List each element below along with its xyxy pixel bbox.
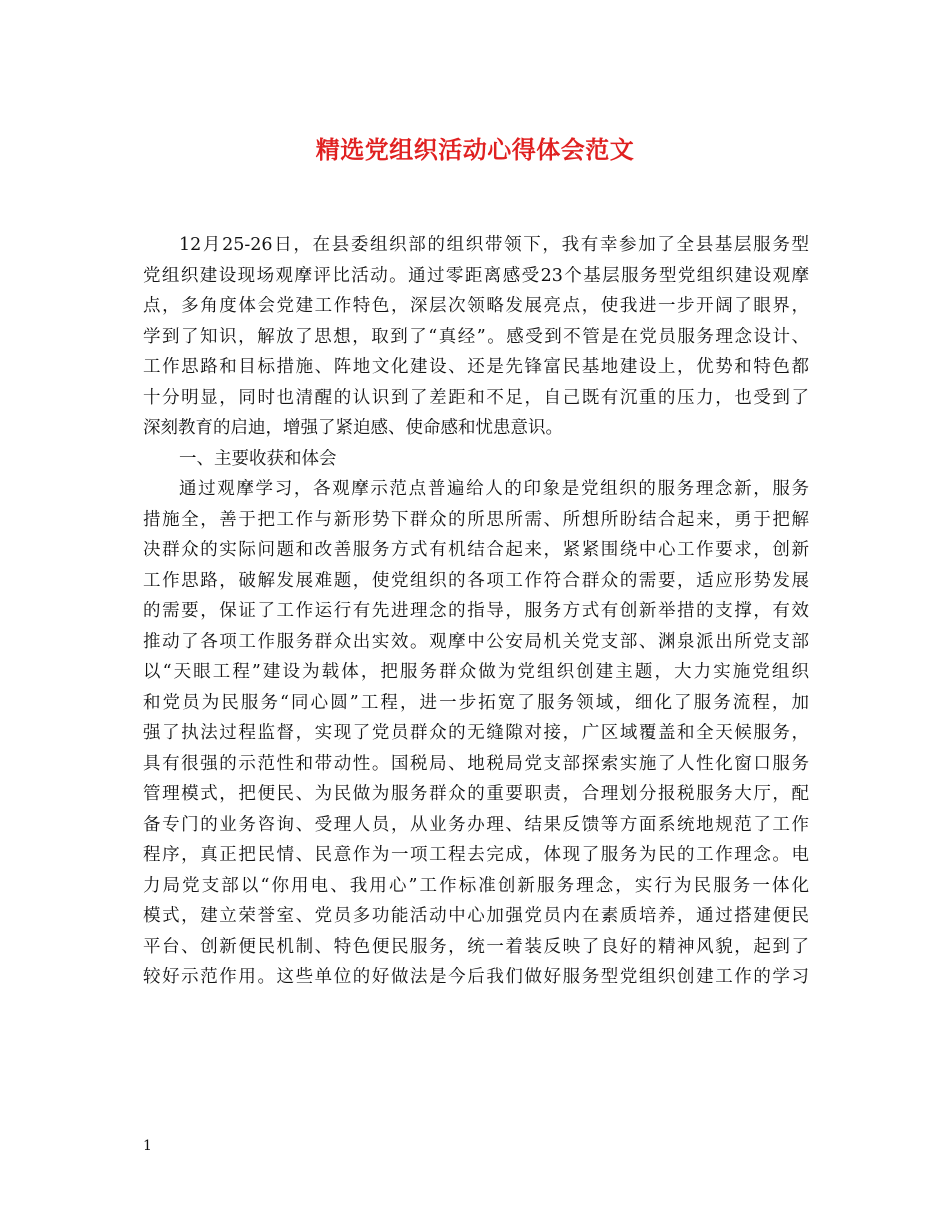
text-line: 决群众的实际问题和改善服务方式有机结合起来，紧紧围绕中心工作要求，创新: [143, 540, 809, 560]
text-line: 推动了各项工作服务群众出实效。观摩中公安局机关党支部、渊泉派出所党支部: [143, 631, 809, 652]
text-line: 管理模式，把便民、为民做为服务群众的重要职责，合理划分报税服务大厅，配: [143, 784, 809, 804]
text-line: 程序，真正把民情、民意作为一项工程去完成，体现了服务为民的工作理念。电: [143, 845, 809, 865]
document-body: [143, 230, 809, 993]
text-line: 工作思路，破解发展难题，使党组织的各项工作符合群众的需要，适应形势发展: [143, 570, 809, 591]
text-line: 党组织建设现场观摩评比活动。通过零距离感受23个基层服务型党组织建设观摩: [143, 265, 809, 286]
text-line: 通过观摩学习，各观摩示范点普遍给人的印象是党组织的服务理念新，服务: [179, 479, 809, 499]
document-title: 精选党组织活动心得体会范文: [315, 135, 635, 164]
page-number: 1: [143, 1138, 152, 1154]
text-line: 工作思路和目标措施、阵地文化建设、还是先锋富民基地建设上，优势和特色都: [143, 357, 809, 377]
text-line: 平台、创新便民机制、特色便民服务，统一着装反映了良好的精神风貌，起到了: [143, 936, 809, 957]
text-line: 强了执法过程监督，实现了党员群众的无缝隙对接，广区域覆盖和全天候服务，: [143, 723, 809, 743]
text-line: 模式，建立荣誉室、党员多功能活动中心加强党员内在素质培养，通过搭建便民: [143, 906, 809, 926]
text-line: 的需要，保证了工作运行有先进理念的指导，服务方式有创新举措的支撑，有效: [143, 601, 809, 621]
text-line: 备专门的业务咨询、受理人员，从业务办理、结果反馈等方面系统地规范了工作: [143, 814, 809, 835]
section-heading: 一、主要收获和体会: [179, 448, 337, 469]
text-line: 较好示范作用。这些单位的好做法是今后我们做好服务型党组织创建工作的学习: [143, 967, 809, 987]
text-line: 十分明显，同时也清醒的认识到了差距和不足，自己既有沉重的压力，也受到了: [143, 387, 809, 408]
text-line: 具有很强的示范性和带动性。国税局、地税局党支部探索实施了人性化窗口服务: [143, 753, 809, 774]
text-line: 点，多角度体会党建工作特色，深层次领略发展亮点，使我进一步开阔了眼界，: [143, 296, 809, 316]
text-line: 和党员为民服务“同心圆”工程，进一步拓宽了服务领域，细化了服务流程，加: [143, 692, 809, 713]
text-line: 深刻教育的启迪，增强了紧迫感、使命感和忧患意识。: [143, 418, 563, 438]
text-line: 力局党支部以“你用电、我用心”工作标准创新服务理念，实行为民服务一体化: [143, 875, 809, 896]
text-line: 12月25-26日，在县委组织部的组织带领下，我有幸参加了全县基层服务型: [179, 235, 809, 255]
text-line: 以“天眼工程”建设为载体，把服务群众做为党组织创建主题，大力实施党组织: [143, 662, 809, 682]
text-line: 学到了知识，解放了思想，取到了“真经”。感受到不管是在党员服务理念设计、: [143, 326, 809, 347]
text-line: 措施全，善于把工作与新形势下群众的所思所需、所想所盼结合起来，勇于把解: [143, 509, 809, 530]
